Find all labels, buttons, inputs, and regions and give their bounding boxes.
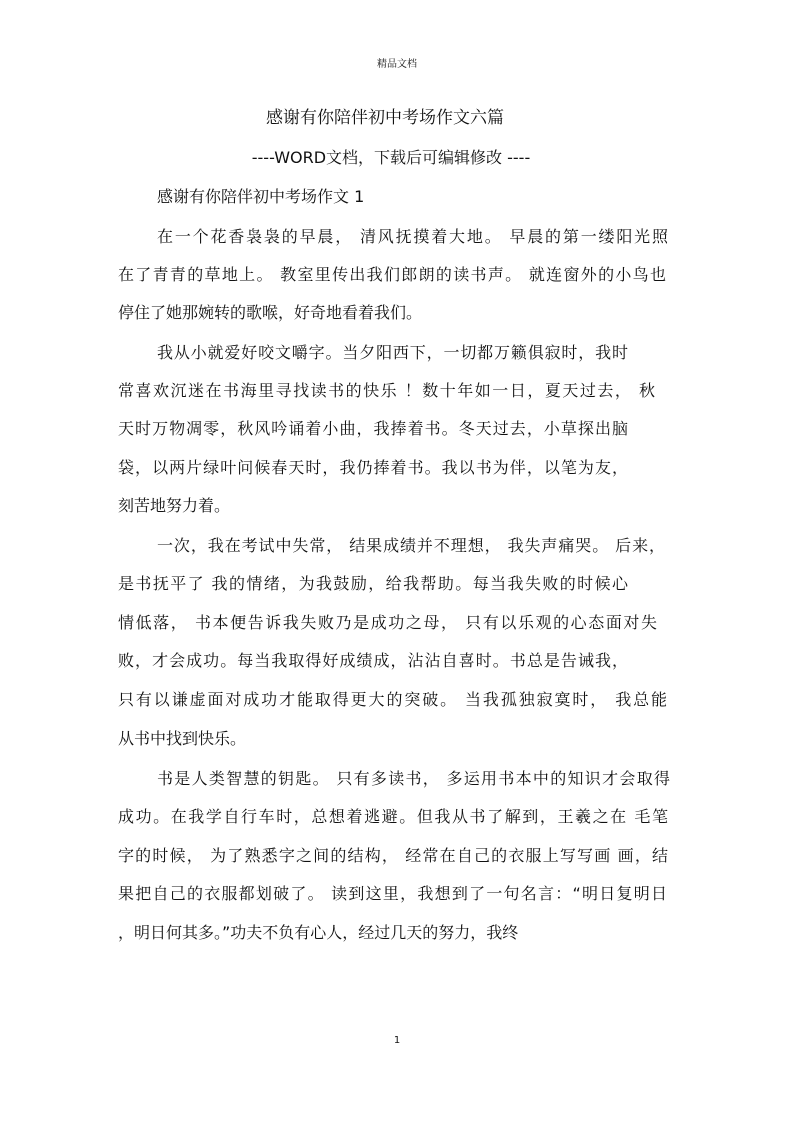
paragraph-line: 败，才会成功。每当我取得好成绩成，沾沾自喜时。书总是告诫我，: [118, 651, 628, 670]
paragraph-line: 是书抚平了 我的情绪，为我鼓励，给我帮助。每当我失败的时候心: [118, 574, 628, 593]
essay-heading: 感谢有你陪伴初中考场作文 1: [157, 187, 365, 206]
paragraph-line: 情低落， 书本便告诉我失败乃是成功之母， 只有以乐观的心态面对失: [118, 613, 657, 632]
paragraph-line: 一次，我在考试中失常， 结果成绩并不理想， 我失声痛哭。 后来，: [157, 536, 665, 555]
paragraph-line: 果把自己的衣服都划破了。 读到这里，我想到了一句名言：“明日复明日: [118, 884, 667, 903]
paragraph-line: 在一个花香袅袅的早晨， 清风抚摸着大地。 早晨的第一缕阳光照: [157, 227, 668, 246]
paragraph-line: 字的时候， 为了熟悉字之间的结构， 经常在自己的衣服上写写画 画，结: [118, 846, 668, 865]
paragraph-line: 我从小就爱好咬文嚼字。当夕阳西下，一切都万籁俱寂时，我时: [157, 343, 628, 362]
paragraph-line: 书是人类智慧的钥匙。 只有多读书， 多运用书本中的知识才会取得: [157, 769, 670, 788]
document-subtitle: ----WORD文档，下载后可编辑修改 ----: [251, 148, 531, 167]
document-title: 感谢有你陪伴初中考场作文六篇: [266, 108, 504, 128]
paragraph-line: ，明日何其多。”功夫不负有心人，经过几天的努力，我终: [118, 923, 519, 942]
paragraph-line: 停住了她那婉转的歌喉，好奇地看着我们。: [118, 303, 423, 322]
paragraph-line: 常喜欢沉迷在书海里寻找读书的快乐 ！数十年如一日，夏天过去， 秋: [118, 381, 655, 400]
page-number: 1: [393, 1035, 401, 1046]
page-header: 精品文档: [377, 59, 417, 70]
paragraph-line: 刻苦地努力着。: [118, 496, 231, 515]
paragraph-line: 在了青青的草地上。 教室里传出我们郎朗的读书声。 就连窗外的小鸟也: [118, 265, 666, 284]
paragraph-line: 袋，以两片绿叶问候春天时，我仍捧着书。我以书为伴，以笔为友，: [118, 458, 628, 477]
paragraph-line: 从书中找到快乐。: [118, 729, 247, 748]
paragraph-line: 成功。在我学自行车时，总想着逃避。但我从书了解到，王羲之在 毛笔: [118, 807, 668, 826]
paragraph-line: 只有以谦虚面对成功才能取得更大的突破。 当我孤独寂寞时， 我总能: [118, 690, 667, 709]
paragraph-line: 天时万物凋零，秋风吟诵着小曲，我捧着书。冬天过去，小草探出脑: [118, 419, 628, 438]
